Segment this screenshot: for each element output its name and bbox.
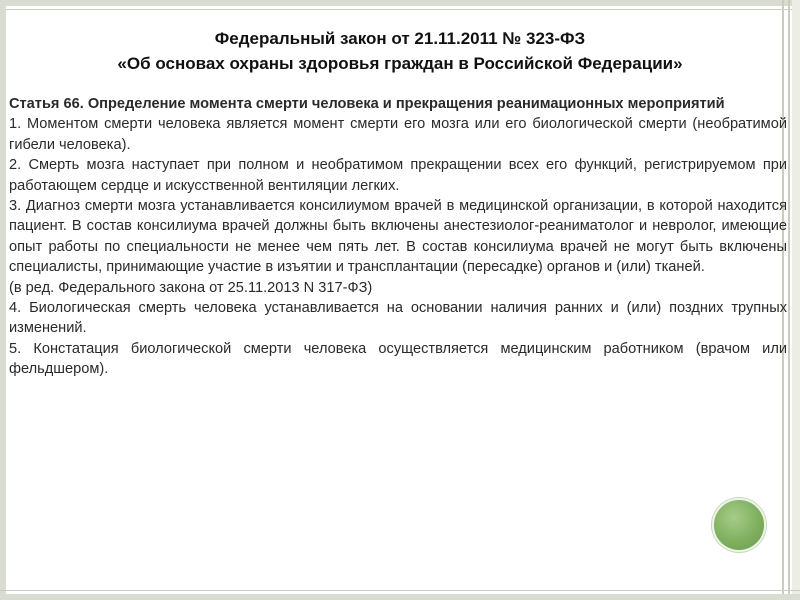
frame-left-border: [0, 0, 6, 600]
article-title: Статья 66. Определение момента смерти человека и прекращения реанимационных мероприятий: [9, 96, 725, 112]
frame-top-inner-line: [0, 9, 800, 10]
article-paragraph: 2. Смерть мозга наступает при полном и необратимом прекращении всех его функций, регистрируемом при работающем сердце и искусственной вентиляции легких.: [9, 157, 787, 194]
article-body: [9, 94, 787, 380]
article-amendment-note: (в ред. Федерального закона от 25.11.2013 N 317-ФЗ): [9, 279, 373, 296]
article-paragraph: 1. Моментом смерти человека является момент смерти его мозга или его биологической смерти (необратимой гибели человека).: [9, 116, 787, 153]
frame-bottom-border: [0, 594, 800, 600]
article-paragraph: 3. Диагноз смерти мозга устанавливается консилиумом врачей в медицинской организации, в которой находится пациент. В состав консилиума врачей должны быть включены анестезиолог-реаниматолог и невролог, имеющие опыт работы по специальности не менее чем пять лет. В состав консилиума врачей не могут быть включены специалисты, принимающие участие в изъятии и трансплантации (пересадке) органов и (или) тканей.: [9, 198, 787, 276]
title-line-name: «Об основах охраны здоровья граждан в Российской Федерации»: [117, 54, 683, 73]
frame-right-line: [788, 0, 790, 600]
title-line-law: Федеральный закон от 21.11.2011 № 323-ФЗ: [214, 29, 586, 48]
frame-top-border: [0, 0, 800, 6]
frame-bottom-inner-line: [0, 590, 800, 591]
article-paragraph: 5. Констатация биологической смерти человека осуществляется медицинским работником (врачом или фельдшером).: [9, 340, 787, 378]
slide-title: [40, 26, 760, 76]
decorative-green-circle: [712, 498, 766, 552]
article-paragraph: 4. Биологическая смерть человека устанавливается на основании наличия ранних и (или) поздних трупных изменений.: [9, 300, 787, 337]
frame-right-stripe: [792, 0, 800, 600]
